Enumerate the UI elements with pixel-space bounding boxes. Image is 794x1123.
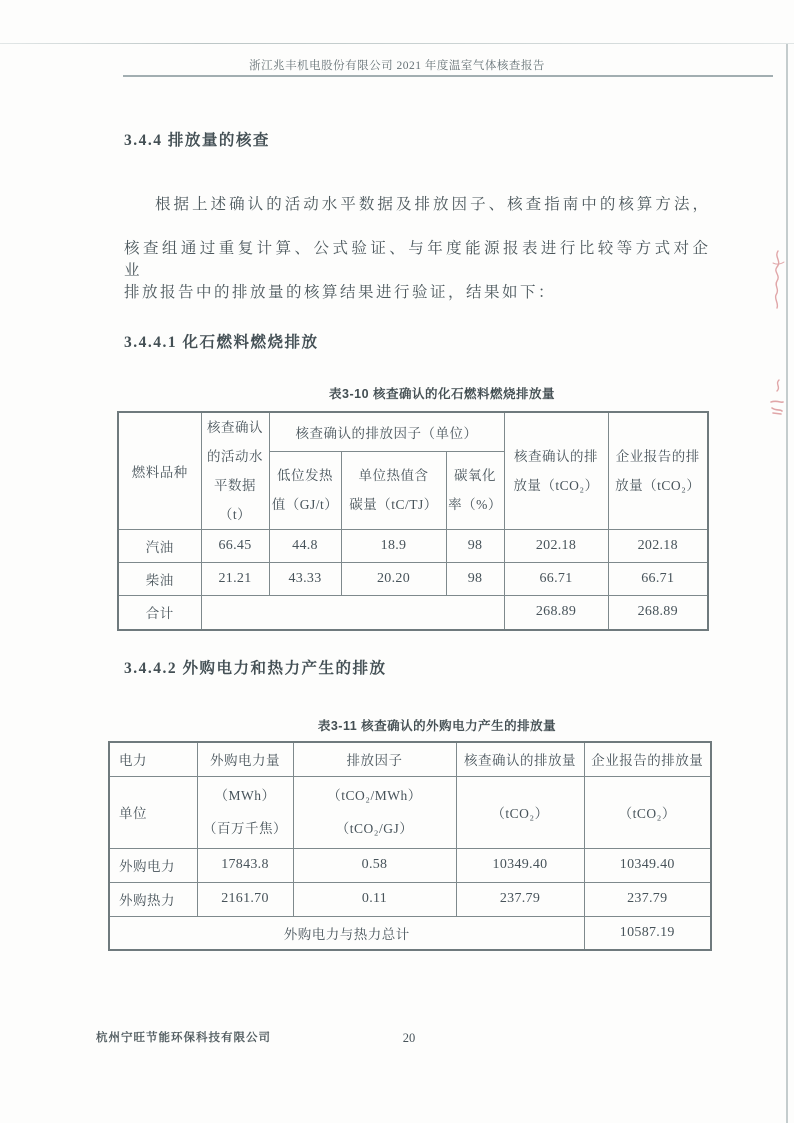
cell-reported-value: 202.18 xyxy=(608,530,708,563)
cell-factor-value: 0.11 xyxy=(293,882,456,916)
heading-3-4-4: 3.4.4 排放量的核查 xyxy=(124,132,270,149)
page-header-title: 浙江兆丰机电股份有限公司 2021 年度温室气体核查报告 xyxy=(249,60,545,72)
paragraph-line-2: 核查组通过重复计算、公式验证、与年度能源报表进行比较等方式对企业 xyxy=(124,240,711,279)
table-row-total xyxy=(118,596,708,630)
cell-ncv-value: 43.33 xyxy=(269,563,341,596)
table-row-units xyxy=(109,776,711,848)
unit-line: （百万千焦） xyxy=(203,821,287,836)
cell-grand-total-value: 10587.19 xyxy=(584,916,711,950)
cell-ncv-value: 44.8 xyxy=(269,530,341,563)
cell-unit-label: 单位 xyxy=(109,776,197,848)
cell-total-label: 合计 xyxy=(118,596,201,630)
cell-verified-value: 237.79 xyxy=(456,882,584,916)
cell-amount-value: 2161.70 xyxy=(197,882,293,916)
col-header-activity-line: 的活动水 xyxy=(207,449,263,464)
cell-reported-value: 237.79 xyxy=(584,882,711,916)
col-header-ncv-line: 值（GJ/t） xyxy=(271,497,339,513)
paragraph-line-3: 排放报告中的排放量的核算结果进行验证，结果如下： xyxy=(124,284,557,301)
unit-line: （tCO₂/MWh） xyxy=(327,788,422,803)
cell-carbon-value: 18.9 xyxy=(341,530,446,563)
col-header-oxidation-rate xyxy=(446,451,504,529)
table-row-purchased-electricity xyxy=(109,848,711,882)
cell-total-blank xyxy=(201,596,504,630)
cell-amount-value: 17843.8 xyxy=(197,848,293,882)
col-header-ncv xyxy=(269,451,341,529)
col-header-fuel-type: 燃料品种 xyxy=(118,412,201,530)
cell-row-label: 外购热力 xyxy=(109,882,197,916)
unit-line: （MWh） xyxy=(214,788,276,803)
col-header-reported-emissions xyxy=(608,412,708,530)
handwritten-annotation-mark xyxy=(769,249,787,311)
cell-verified-value: 10349.40 xyxy=(456,848,584,882)
cell-total-verified: 268.89 xyxy=(504,596,608,630)
cell-activity-value: 66.45 xyxy=(201,530,269,563)
header-rule xyxy=(123,75,773,77)
col-header-carbon-line: 碳量（tC/TJ） xyxy=(349,497,438,513)
col-header-activity-line: 平数据（t） xyxy=(214,478,256,522)
cell-oxid-value: 98 xyxy=(446,530,504,563)
col-header-purchased-amount: 外购电力量 xyxy=(197,742,293,776)
scan-edge-right xyxy=(786,44,788,1123)
paragraph-line-1: 根据上述确认的活动水平数据及排放因子、核查指南中的核算方法， xyxy=(155,196,711,213)
cell-reported-value: 66.71 xyxy=(608,563,708,596)
table-row-gasoline xyxy=(118,530,708,563)
table-3-10-caption: 表3-10 核查确认的化石燃料燃烧排放量 xyxy=(329,387,555,401)
table-3-11-caption: 表3-11 核查确认的外购电力产生的排放量 xyxy=(317,719,557,733)
col-header-verified-line: 放量（tCO₂） xyxy=(513,478,599,493)
col-header-oxid-line: 率（%） xyxy=(448,497,502,513)
col-header-emission-factor-group: 核查确认的排放因子（单位） xyxy=(269,412,504,451)
table-row-grand-total xyxy=(109,916,711,950)
cell-verified-value: 66.71 xyxy=(504,563,608,596)
col-header-verified-emissions: 核查确认的排放量 xyxy=(456,742,584,776)
cell-carbon-value: 20.20 xyxy=(341,563,446,596)
cell-reported-unit: （tCO₂） xyxy=(584,776,711,848)
col-header-activity-line: 核查确认 xyxy=(207,420,263,435)
handwritten-annotation-mark xyxy=(765,378,787,416)
cell-total-reported: 268.89 xyxy=(608,596,708,630)
col-header-carbon-content xyxy=(341,451,446,529)
col-header-verified-line: 核查确认的排 xyxy=(514,449,598,464)
scan-edge-top xyxy=(0,43,794,44)
cell-oxid-value: 98 xyxy=(446,563,504,596)
unit-line: （tCO₂/GJ） xyxy=(335,821,414,836)
cell-fuel-name: 柴油 xyxy=(118,563,201,596)
col-header-verified-emissions xyxy=(504,412,608,530)
col-header-oxid-line: 碳氧化 xyxy=(454,468,496,484)
cell-verified-unit: （tCO₂） xyxy=(456,776,584,848)
cell-factor-units xyxy=(293,776,456,848)
col-header-reported-line: 放量（tCO₂） xyxy=(615,478,701,493)
cell-fuel-name: 汽油 xyxy=(118,530,201,563)
cell-activity-value: 21.21 xyxy=(201,563,269,596)
cell-grand-total-label: 外购电力与热力总计 xyxy=(109,916,584,950)
table-row-purchased-heat xyxy=(109,882,711,916)
heading-3-4-4-2: 3.4.4.2 外购电力和热力产生的排放 xyxy=(124,660,387,677)
table-3-11-purchased-electricity-emissions xyxy=(108,741,712,951)
col-header-reported-line: 企业报告的排 xyxy=(615,449,700,464)
col-header-carbon-line: 单位热值含 xyxy=(358,468,429,484)
heading-3-4-4-1: 3.4.4.1 化石燃料燃烧排放 xyxy=(124,334,319,351)
col-header-electricity: 电力 xyxy=(109,742,197,776)
table-3-10-fossil-fuel-emissions xyxy=(117,411,709,631)
cell-factor-value: 0.58 xyxy=(293,848,456,882)
col-header-emission-factor: 排放因子 xyxy=(293,742,456,776)
table-row-diesel xyxy=(118,563,708,596)
page-number: 20 xyxy=(402,1031,416,1045)
cell-reported-value: 10349.40 xyxy=(584,848,711,882)
cell-verified-value: 202.18 xyxy=(504,530,608,563)
cell-row-label: 外购电力 xyxy=(109,848,197,882)
col-header-reported-emissions: 企业报告的排放量 xyxy=(584,742,711,776)
col-header-activity-data xyxy=(201,412,269,530)
footer-company-name: 杭州宁旺节能环保科技有限公司 xyxy=(96,1032,271,1044)
col-header-ncv-line: 低位发热 xyxy=(277,468,333,484)
cell-power-units xyxy=(197,776,293,848)
